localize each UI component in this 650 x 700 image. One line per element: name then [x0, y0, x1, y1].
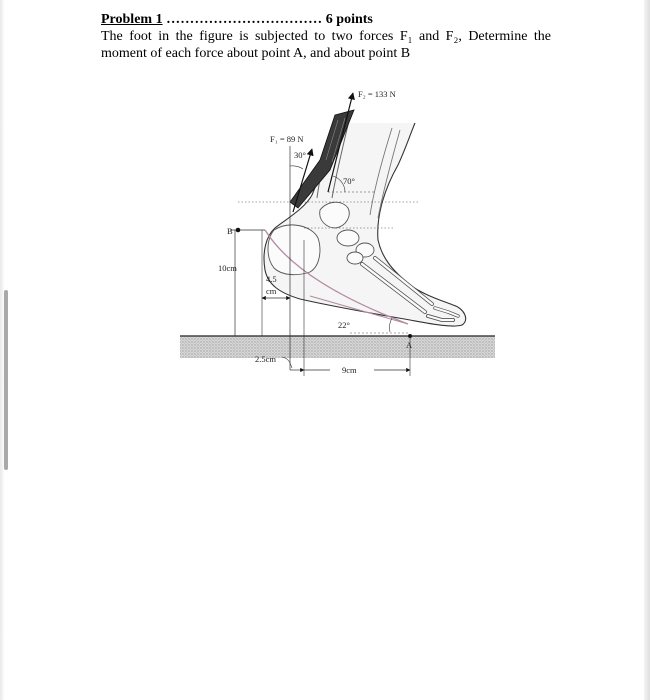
dist-left-leader: [282, 357, 292, 368]
offset-unit-label: cm: [266, 286, 277, 296]
foot-force-figure: [170, 80, 500, 380]
dist-right-label: 9cm: [342, 365, 357, 375]
angle-22-label: 22°: [338, 320, 350, 330]
angle-70-label: 70°: [343, 176, 355, 186]
problem-statement: The foot in the figure is subjected to two forces F₁ and F₂, Determine the moment of each force about point A, and about point B: [101, 29, 551, 61]
f2-label: F₂ = 133 N: [358, 89, 396, 99]
point-b-marker: [236, 228, 241, 233]
right-page-edge: [644, 0, 650, 700]
points-leader-dots: ……………………………: [166, 12, 323, 27]
point-a-marker: [408, 334, 412, 338]
offset-value-label: 4.5: [266, 274, 277, 284]
foot-diagram: [170, 80, 500, 380]
tarsal-bone: [337, 230, 359, 246]
problem-block: [101, 11, 551, 62]
height-label: 10cm: [218, 263, 237, 273]
angle-arc-22: [390, 318, 392, 332]
point-a-label: A: [406, 340, 413, 350]
problem-title: Problem 1: [101, 12, 163, 27]
angle-arc-30: [290, 166, 303, 169]
tarsal-bone: [347, 252, 363, 264]
dist-left-label: 2.5cm: [255, 354, 277, 364]
calcaneus-bone: [268, 225, 320, 275]
point-b-label: B: [227, 226, 233, 236]
problem-points: 6 points: [325, 12, 373, 27]
ground-surface: [180, 336, 495, 358]
f1-label: F₁ = 89 N: [270, 134, 304, 144]
scroll-indicator[interactable]: [4, 290, 8, 470]
problem-header: [101, 11, 551, 28]
angle-30-label: 30°: [294, 150, 306, 160]
